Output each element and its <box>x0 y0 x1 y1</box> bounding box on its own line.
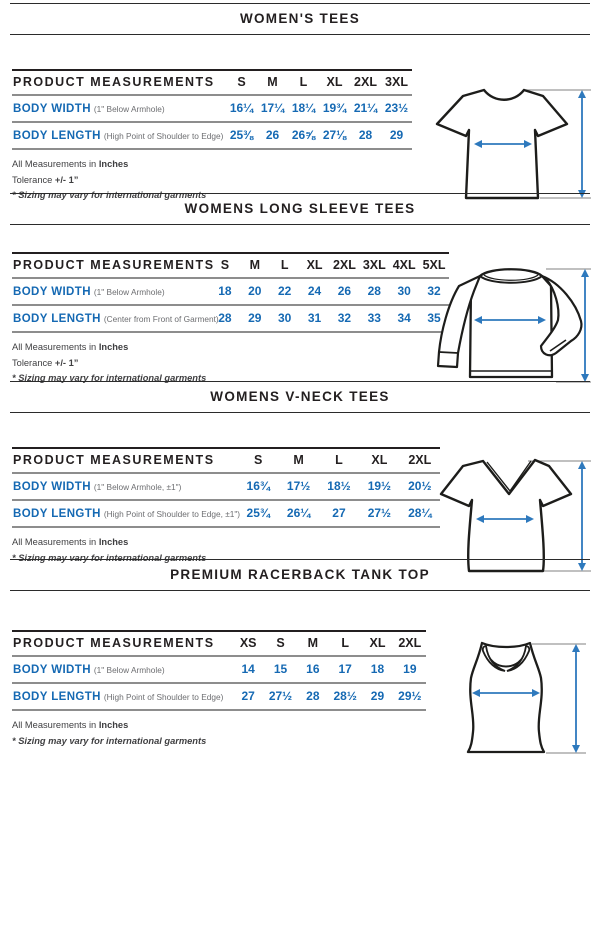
measurement-value: 26 <box>337 284 352 298</box>
section-title: WOMEN'S TEES <box>239 11 361 26</box>
measurement-value: 30 <box>278 311 292 325</box>
measurement-label: BODY LENGTH <box>13 691 101 703</box>
size-header: 2XL <box>332 258 356 272</box>
measurement-note: (High Point of Shoulder to Edge, ±1") <box>103 509 241 519</box>
row-label-cell <box>12 683 232 710</box>
measurements-table <box>12 69 412 150</box>
row-label-cell <box>12 122 226 149</box>
size-header: 3XL <box>362 258 386 272</box>
measurement-value: 26 <box>265 128 280 142</box>
measurement-value: 27 <box>332 506 346 520</box>
note-text: * Sizing may vary for international garments <box>12 552 207 563</box>
section-premium-racerback-tank-top <box>0 559 600 746</box>
size-header: XL <box>306 258 323 272</box>
measurement-value: 34 <box>397 311 411 325</box>
measurement-value: 19½ <box>367 479 392 493</box>
measurement-label: BODY WIDTH <box>13 103 91 115</box>
measurement-value: 31 <box>307 311 322 325</box>
measurement-value: 26¼ <box>286 506 311 520</box>
note-text: Tolerance <box>12 357 55 368</box>
size-header: L <box>299 75 308 89</box>
measurement-note: (1" Below Armhole, ±1") <box>93 482 182 492</box>
size-header: XL <box>369 636 386 650</box>
row-label-cell <box>12 500 241 527</box>
product-measurements-header: PRODUCT MEASUREMENTS <box>13 453 215 467</box>
note-text: * Sizing may vary for international garments <box>12 373 207 383</box>
measurement-value: 26⅝ <box>291 128 316 142</box>
size-header: M <box>267 75 278 89</box>
measurement-value: 27½ <box>268 689 293 703</box>
size-header: L <box>335 453 343 467</box>
row-label-cell <box>12 473 238 500</box>
measurement-value: 30 <box>397 284 411 298</box>
note-text: Inches <box>98 159 129 169</box>
measurement-value: 29½ <box>398 689 422 703</box>
row-label-cell <box>12 305 219 332</box>
divider-line <box>10 590 590 591</box>
table-row <box>12 500 440 527</box>
measurements-table <box>12 630 426 711</box>
measurement-value: 16¼ <box>229 101 254 115</box>
measurement-value: 14 <box>241 662 255 676</box>
note-text: Tolerance <box>12 174 55 185</box>
racerback-tank-illustration <box>426 636 594 763</box>
size-header: 2XL <box>398 636 422 650</box>
size-header: S <box>237 75 246 89</box>
measurement-value: 27 <box>241 689 255 703</box>
measurement-value: 32 <box>427 284 441 298</box>
measurement-label: BODY LENGTH <box>13 313 101 325</box>
section-header <box>0 3 600 35</box>
product-measurements-header: PRODUCT MEASUREMENTS <box>13 75 215 89</box>
size-header: 2XL <box>408 453 432 467</box>
measurement-value: 19¾ <box>322 101 347 115</box>
note-text: * Sizing may vary for international garments <box>12 190 207 200</box>
measurement-label: BODY WIDTH <box>13 481 91 493</box>
measurements-table <box>12 447 440 528</box>
tank-outline <box>468 643 544 752</box>
table-header-row <box>12 253 449 278</box>
size-header: 2XL <box>354 75 377 89</box>
body-length-arrow <box>572 644 580 753</box>
section-womens-tees <box>0 3 600 200</box>
measurement-value: 16¾ <box>246 479 270 493</box>
measurement-note: (1" Below Armhole) <box>93 287 165 297</box>
measurement-note: (High Point of Shoulder to Edge) <box>103 692 224 702</box>
row-label-cell <box>12 656 232 683</box>
table-row <box>12 278 449 305</box>
measurement-value: 25¾ <box>246 506 270 520</box>
section-title: WOMENS V-NECK TEES <box>210 389 390 404</box>
section-title: PREMIUM RACERBACK TANK TOP <box>170 567 430 582</box>
table-header-row <box>12 448 440 473</box>
measurement-value: 28 <box>358 128 373 142</box>
measurement-note: (1" Below Armhole) <box>93 665 165 675</box>
measurement-value: 25⅜ <box>229 128 254 142</box>
measurement-value: 17¼ <box>260 101 285 115</box>
measurement-value: 15 <box>273 662 288 676</box>
measurement-label: BODY WIDTH <box>13 286 91 298</box>
measurement-value: 27½ <box>367 506 392 520</box>
size-header: M <box>307 636 319 650</box>
measurement-label: BODY WIDTH <box>13 664 91 676</box>
measurement-note: (1" Below Armhole) <box>93 104 165 114</box>
measurement-label: BODY LENGTH <box>13 508 101 520</box>
measurement-value: 18¼ <box>291 101 316 115</box>
measurement-note: (High Point of Shoulder to Edge) <box>103 131 224 141</box>
measurement-value: 29 <box>370 689 385 703</box>
table-row <box>12 95 412 122</box>
measurement-value: 24 <box>307 284 322 298</box>
size-header: XS <box>239 636 257 650</box>
size-header: S <box>276 636 285 650</box>
divider-line <box>10 224 590 225</box>
row-label-cell <box>12 95 226 122</box>
size-header: 4XL <box>392 258 416 272</box>
table-row <box>12 656 426 683</box>
table-header-row <box>12 70 412 95</box>
divider-line <box>10 412 590 413</box>
measurement-value: 28¼ <box>408 506 432 520</box>
measurements-table <box>12 252 449 333</box>
section-title: WOMENS LONG SLEEVE TEES <box>184 201 416 216</box>
measurement-value: 16 <box>306 662 320 676</box>
row-label-cell <box>12 278 210 305</box>
measurement-value: 18½ <box>327 479 351 493</box>
size-header: 3XL <box>385 75 408 89</box>
measurement-value: 17½ <box>286 479 311 493</box>
divider-line <box>10 34 590 35</box>
garment-figure <box>426 636 594 768</box>
note-text: +/- 1” <box>54 357 79 368</box>
note-text: +/- 1” <box>54 174 79 185</box>
table-row <box>12 683 426 710</box>
measurement-value: 28½ <box>333 689 357 703</box>
measurement-value: 19 <box>403 662 417 676</box>
section-header <box>0 193 600 225</box>
size-header: L <box>341 636 349 650</box>
section-header <box>0 381 600 413</box>
note-text: All Measurements in <box>12 159 99 169</box>
measurement-value: 32 <box>337 311 352 325</box>
note-text: Inches <box>98 342 129 352</box>
size-header: XL <box>326 75 343 89</box>
table-row <box>12 122 412 149</box>
size-header: M <box>293 453 304 467</box>
measurement-value: 23½ <box>384 101 409 115</box>
measurement-value: 29 <box>248 311 262 325</box>
size-header: S <box>220 258 230 272</box>
table-header-row <box>12 631 426 656</box>
measurement-value: 28 <box>306 689 320 703</box>
body-length-arrow <box>578 90 586 198</box>
left-cuff-line <box>439 352 458 353</box>
v-neck-outline <box>441 460 571 571</box>
note-text: All Measurements in <box>12 537 99 547</box>
section-womens-long-sleeve-tees <box>0 193 600 383</box>
table-row <box>12 305 449 332</box>
measurement-value: 21¼ <box>353 101 378 115</box>
measurement-value: 35 <box>427 311 441 325</box>
note-text: Inches <box>98 537 129 547</box>
measurement-value: 22 <box>278 284 292 298</box>
measurement-value: 17 <box>338 662 352 676</box>
note-text: All Measurements in <box>12 720 99 730</box>
section-header <box>0 559 600 591</box>
measurement-value: 29 <box>389 128 404 142</box>
measurement-label: BODY LENGTH <box>13 130 101 142</box>
note-text: Inches <box>98 720 129 730</box>
measurement-value: 28 <box>367 284 381 298</box>
section-womens-v-neck-tees <box>0 381 600 563</box>
size-header: 5XL <box>422 258 446 272</box>
size-header: S <box>254 453 263 467</box>
size-header: M <box>249 258 261 272</box>
measurement-value: 28 <box>218 311 232 325</box>
note-text: * Sizing may vary for international garments <box>12 735 207 746</box>
product-measurements-header: PRODUCT MEASUREMENTS <box>13 636 215 650</box>
measurement-note: (Center from Front of Garment) <box>103 314 219 324</box>
body-length-arrow <box>578 461 586 571</box>
note-text: All Measurements in <box>12 342 99 352</box>
product-measurements-header: PRODUCT MEASUREMENTS <box>13 258 215 272</box>
size-header: L <box>280 258 289 272</box>
measurement-value: 27⅛ <box>322 128 347 142</box>
measurement-value: 33 <box>367 311 381 325</box>
size-header: XL <box>371 453 388 467</box>
measurement-value: 20½ <box>408 479 432 493</box>
measurement-value: 18 <box>218 284 232 298</box>
measurement-value: 20 <box>248 284 262 298</box>
measurement-value: 18 <box>370 662 385 676</box>
table-row <box>12 473 440 500</box>
